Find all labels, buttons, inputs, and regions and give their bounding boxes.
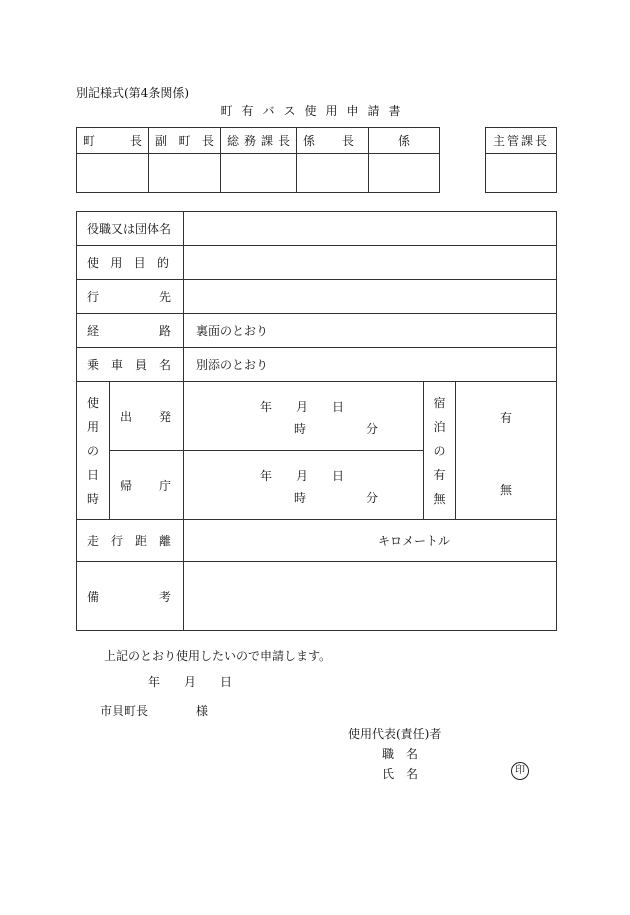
lodging-yes[interactable]: 有 [500, 410, 513, 425]
org-label: 役職又は団体名 [87, 222, 172, 236]
approval-label: 副 町 長 [155, 134, 214, 148]
return-date-text: 年 月 日 [260, 469, 345, 483]
purpose-input[interactable] [184, 246, 557, 280]
depart-time-text: 時 分 [294, 422, 379, 436]
approval-stamp-table [76, 127, 440, 193]
distance-label: 走 行 距 離 [87, 534, 172, 548]
remarks-label: 備 考 [87, 589, 172, 604]
application-date[interactable]: 年 月 日 [148, 675, 233, 689]
addressee: 市貝町長 様 [100, 704, 209, 718]
crew-label: 乗 車 員 名 [87, 358, 172, 372]
manager-stamp-table [485, 127, 557, 193]
lodging-no[interactable]: 無 [500, 482, 513, 497]
approval-header-staff [369, 128, 440, 154]
depart-datetime-input[interactable] [184, 382, 424, 451]
representative-label: 使用代表(責任)者 [348, 727, 442, 741]
depart-label-cell [110, 382, 184, 451]
destination-label: 行 先 [87, 290, 172, 304]
org-input[interactable] [184, 212, 557, 246]
datetime-label: 使 用 の 日 時 [86, 395, 99, 506]
row-purpose [77, 246, 557, 280]
distance-unit: キロメートル [378, 534, 451, 548]
crew-label-cell [77, 348, 184, 382]
approval-label: 総 務 課 長 [227, 134, 290, 148]
purpose-label: 使 用 目 的 [87, 256, 169, 270]
row-route [77, 314, 557, 348]
route-label-cell [77, 314, 184, 348]
approval-header-deputy-mayor [149, 128, 221, 154]
crew-value: 別添のとおり [196, 358, 269, 372]
approval-label: 係 長 [303, 134, 354, 148]
stamp-box[interactable] [149, 154, 221, 193]
lodging-label: 宿 泊 の 有 無 [433, 395, 446, 506]
row-departure [77, 382, 557, 451]
name-label: 氏 名 [382, 767, 419, 781]
lodging-choice-cell[interactable] [456, 382, 557, 520]
return-time-text: 時 分 [294, 491, 379, 505]
stamp-box[interactable] [369, 154, 440, 193]
approval-header-general-affairs [221, 128, 297, 154]
destination-label-cell [77, 280, 184, 314]
application-table [76, 211, 557, 631]
remarks-label-cell [77, 562, 184, 631]
approval-label: 係 [397, 134, 410, 148]
application-statement: 上記のとおり使用したいので申請します。 [104, 649, 332, 663]
return-datetime-input[interactable] [184, 451, 424, 520]
row-destination [77, 280, 557, 314]
job-title-label: 職 名 [382, 747, 419, 761]
distance-input[interactable] [184, 520, 557, 562]
approval-header-section-chief [297, 128, 369, 154]
remarks-input[interactable] [184, 562, 557, 631]
distance-label-cell [77, 520, 184, 562]
route-input[interactable] [184, 314, 557, 348]
approval-label: 主管課長 [492, 134, 549, 148]
destination-input[interactable] [184, 280, 557, 314]
stamp-box[interactable] [77, 154, 149, 193]
lodging-label-cell [424, 382, 456, 520]
approval-label: 町 長 [83, 134, 142, 148]
row-remarks [77, 562, 557, 631]
datetime-label-cell [77, 382, 110, 520]
crew-input[interactable] [184, 348, 557, 382]
approval-header-manager [486, 128, 557, 154]
purpose-label-cell [77, 246, 184, 280]
depart-date-text: 年 月 日 [260, 400, 345, 414]
seal-mark: 印 [511, 762, 529, 780]
page-title: 町有バス使用申請書 [220, 104, 410, 118]
form-number-label: 別記様式(第4条関係) [76, 86, 189, 100]
org-label-cell [77, 212, 184, 246]
return-label-cell [110, 451, 184, 520]
row-organization [77, 212, 557, 246]
stamp-box[interactable] [486, 154, 557, 193]
row-distance [77, 520, 557, 562]
approval-header-town-mayor [77, 128, 149, 154]
stamp-box[interactable] [221, 154, 297, 193]
row-crew [77, 348, 557, 382]
route-value: 裏面のとおり [196, 324, 269, 338]
route-label: 経 路 [87, 324, 172, 338]
stamp-box[interactable] [297, 154, 369, 193]
depart-label: 出 発 [120, 409, 172, 424]
return-label: 帰 庁 [120, 478, 172, 493]
